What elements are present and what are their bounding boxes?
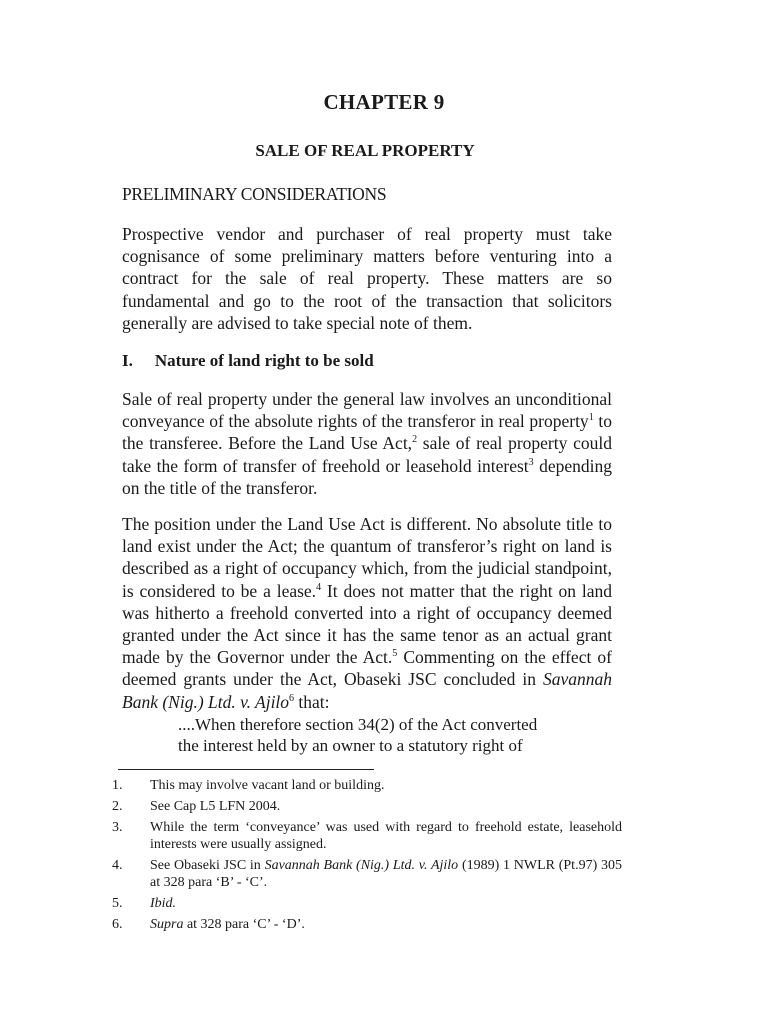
- footnote: [112, 819, 622, 853]
- section-number: I.: [122, 351, 133, 370]
- footnote: [112, 798, 622, 815]
- footnote-case-citation: Savannah Bank (Nig.) Ltd. v. Ajilo: [264, 858, 459, 873]
- case-citation: Savannah Bank (Nig.) Ltd. v. Ajilo: [122, 669, 612, 712]
- footnote: [112, 777, 622, 794]
- footnote-italic: Supra: [150, 917, 184, 932]
- footnote-ref-2: 2: [412, 434, 418, 446]
- para2-text-2: to the transferee. Before the Land Use Act,: [122, 411, 612, 454]
- para3-text-1: The position under the Land Use Act is different. No absolute title to land exist under the Act; the quantum of transferor’s right on land is described as a right of occupancy which, from the judicial standpoint, is considered to be a lease.: [122, 514, 612, 601]
- footnote-text-post: at 328 para ‘C’ - ‘D’.: [183, 917, 305, 932]
- footnote-ref-6: 6: [289, 692, 295, 704]
- footnote-text: This may involve vacant land or building.: [150, 778, 385, 793]
- footnote: [112, 857, 622, 891]
- footnotes: [112, 777, 622, 937]
- section-subheading: PRELIMINARY CONSIDERATIONS: [122, 184, 387, 204]
- para3-text-2: It does not matter that the right on land was hitherto a freehold converted into a right of occupancy deemed granted under the Act since it has the same tenor as an actual grant made by the Governor under the Act.: [122, 580, 612, 668]
- quote-line-1: ....When therefore section 34(2) of the Act converted: [178, 715, 538, 734]
- para2-text-1: Sale of real property under the general law involves an unconditional conveyance of the absolute rights of the transferor in real property: [122, 389, 612, 432]
- footnote-number: 5.: [112, 896, 123, 911]
- paragraph-sale-general-law: [122, 388, 612, 499]
- footnote-separator: [118, 769, 374, 770]
- block-quote: [178, 714, 578, 756]
- section-heading: [122, 351, 374, 371]
- footnote-text: While the term ‘conveyance’ was used with regard to freehold estate, leasehold interests were usually assigned.: [150, 820, 622, 852]
- footnote-text: Ibid.: [150, 896, 177, 911]
- footnote-number: 4.: [112, 858, 123, 873]
- footnote-ref-4: 4: [316, 581, 322, 593]
- footnote-text: [150, 916, 622, 933]
- quote-line-2: the interest held by an owner to a statutory right of: [178, 736, 523, 755]
- para2-text-3: sale of real property could take the form of transfer of freehold or leasehold interest: [122, 433, 612, 476]
- chapter-heading: CHAPTER 9: [323, 90, 445, 114]
- footnote: [112, 916, 622, 933]
- footnote-text: [150, 857, 622, 891]
- para3-text-3: Commenting on the effect of deemed grants under the Act, Obaseki JSC concluded in: [122, 647, 612, 690]
- section-title: Nature of land right to be sold: [154, 351, 374, 370]
- footnote-text-pre: See Obaseki JSC in: [150, 858, 265, 873]
- footnote-text: See Cap L5 LFN 2004.: [150, 799, 281, 814]
- para3-text-4: that:: [294, 691, 330, 712]
- paragraph-land-use-act: [122, 513, 612, 713]
- footnote-number: 6.: [112, 917, 123, 932]
- footnote-number: 3.: [112, 820, 123, 835]
- para2-text-4: depending on the title of the transferor.: [122, 455, 612, 498]
- intro-paragraph: Prospective vendor and purchaser of real property must take cognisance of some preliminary matters before venturing into a contract for the sale of real property. These matters are so fundamental and go to the root of the transaction that solicitors generally are advised to take special note of them.: [122, 224, 612, 333]
- footnote-ref-3: 3: [528, 456, 534, 468]
- footnote-ref-5: 5: [392, 648, 398, 660]
- footnote-number: 1.: [112, 778, 123, 793]
- footnote-text-post: (1989) 1 NWLR (Pt.97) 305 at 328 para ‘B’ - ‘C’.: [150, 858, 622, 890]
- footnote-ref-1: 1: [588, 412, 594, 424]
- chapter-title: SALE OF REAL PROPERTY: [255, 141, 475, 160]
- footnote-number: 2.: [112, 799, 123, 814]
- footnote: [112, 895, 622, 912]
